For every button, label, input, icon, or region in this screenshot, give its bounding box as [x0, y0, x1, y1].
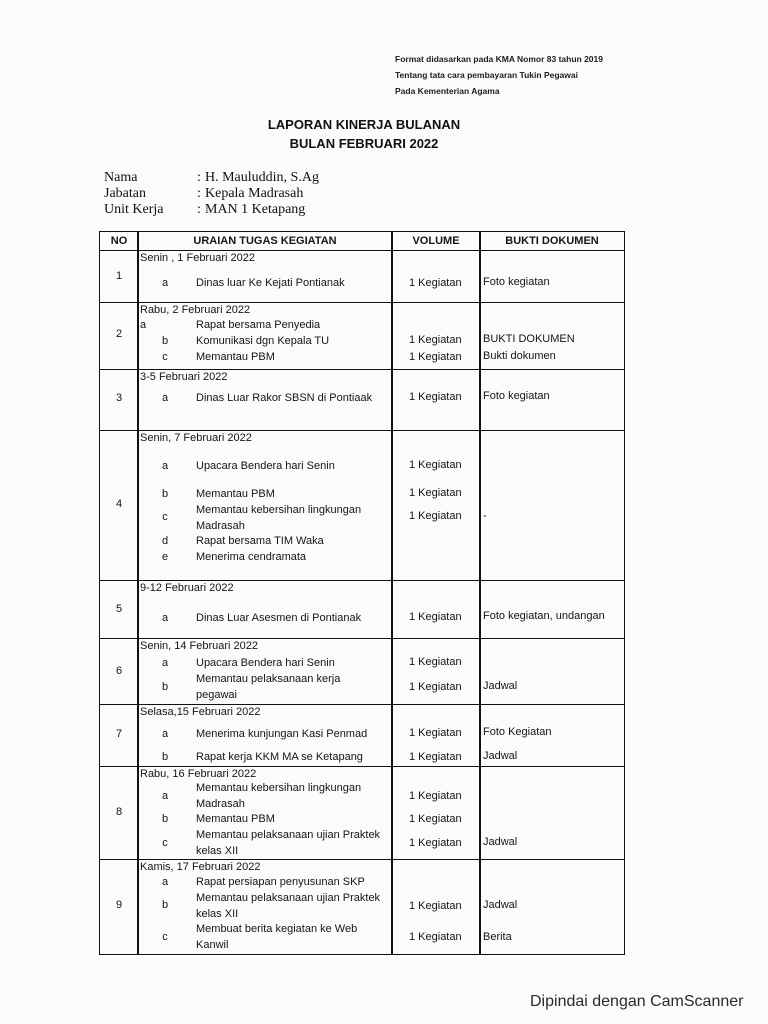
row-number: 2 [115, 328, 123, 340]
task-letter: a [161, 392, 169, 404]
task-volume: 1 Kegiatan [409, 656, 462, 668]
format-note-line: Tentang tata cara pembayaran Tukin Pegawai [395, 70, 578, 80]
row-number: 3 [115, 392, 123, 404]
task-description: Memantau pelaksanaan ujian Praktek kelas XII [196, 829, 381, 857]
task-evidence: Bukti dokumen [483, 350, 556, 362]
task-description: Upacara Bendera hari Senin [196, 460, 335, 472]
task-volume: 1 Kegiatan [409, 487, 462, 499]
activity-date: Senin, 7 Februari 2022 [140, 432, 252, 444]
task-volume: 1 Kegiatan [409, 277, 462, 289]
activity-date: Selasa,15 Februari 2022 [140, 706, 261, 718]
identity-value-nama: H. Mauluddin, S.Ag [205, 170, 319, 185]
task-description: Memantau pelaksanaan ujian Praktek kelas XII [196, 892, 381, 920]
header-uraian: URAIAN TUGAS KEGIATAN [193, 235, 337, 247]
task-description: Dinas luar Ke Kejati Pontianak [196, 277, 345, 289]
identity-label-unit-kerja: Unit Kerja [104, 202, 164, 217]
task-volume: 1 Kegiatan [409, 931, 462, 943]
task-volume: 1 Kegiatan [409, 351, 462, 363]
task-letter: c [162, 837, 168, 849]
task-letter: a [140, 319, 147, 331]
table-header-row [100, 232, 624, 250]
task-description: Memantau kebersihan lingkungan Madrasah [196, 504, 362, 532]
table-row [100, 302, 624, 369]
header-no: NO [110, 235, 128, 247]
task-volume: 1 Kegiatan [409, 727, 462, 739]
task-description: Menerima kunjungan Kasi Penmad [196, 728, 368, 740]
task-description: Komunikasi dgn Kepala TU [196, 335, 330, 347]
task-volume: 1 Kegiatan [409, 334, 462, 346]
task-letter: b [161, 899, 169, 911]
task-letter: a [161, 277, 169, 289]
identity-value-jabatan: Kepala Madrasah [205, 186, 304, 201]
table-row [100, 369, 624, 430]
activity-date: Senin , 1 Februari 2022 [140, 252, 255, 264]
task-description: Memantau PBM [196, 488, 275, 500]
identity-label-nama: Nama [104, 170, 138, 185]
task-volume: 1 Kegiatan [409, 900, 462, 912]
task-letter: d [161, 535, 169, 547]
row-number: 7 [115, 728, 123, 740]
task-volume: 1 Kegiatan [409, 837, 462, 849]
task-description: Memantau pelaksanaan kerja pegawai [196, 673, 341, 701]
task-letter: b [161, 488, 169, 500]
report-title: LAPORAN KINERJA BULANAN [267, 117, 461, 132]
task-evidence: Foto kegiatan [483, 276, 550, 288]
scanner-watermark: Dipindai dengan CamScanner [530, 993, 744, 1010]
task-letter: a [161, 728, 169, 740]
task-description: Rapat bersama Penyedia [196, 319, 321, 331]
table-row [100, 638, 624, 704]
task-description: Dinas Luar Asesmen di Pontianak [196, 612, 362, 624]
activity-date: 9-12 Februari 2022 [140, 582, 234, 594]
identity-separator: : [197, 186, 201, 201]
task-volume: 1 Kegiatan [409, 751, 462, 763]
task-volume: 1 Kegiatan [409, 391, 462, 403]
activity-date: Rabu, 2 Februari 2022 [140, 304, 251, 316]
task-evidence: Foto Kegiatan [483, 726, 552, 738]
task-description: Rapat kerja KKM MA se Ketapang [196, 751, 363, 763]
task-volume: 1 Kegiatan [409, 510, 462, 522]
task-letter: c [162, 931, 168, 943]
activity-date: 3-5 Februari 2022 [140, 371, 228, 383]
identity-separator: : [197, 202, 201, 217]
task-letter: a [161, 790, 169, 802]
row-number: 9 [115, 899, 123, 911]
task-description: Rapat persiapan penyusunan SKP [196, 876, 365, 888]
task-evidence: Foto kegiatan, undangan [483, 610, 605, 622]
task-evidence: Jadwal [483, 750, 518, 762]
task-volume: 1 Kegiatan [409, 813, 462, 825]
format-note-line: Pada Kementerian Agama [395, 86, 500, 96]
task-description: Memantau PBM [196, 351, 275, 363]
task-evidence: - [483, 510, 487, 522]
task-description: Membuat berita kegiatan ke Web Kanwil [196, 923, 358, 951]
identity-separator: : [197, 170, 201, 185]
task-letter: b [161, 681, 169, 693]
activity-table [99, 231, 625, 955]
task-description: Memantau PBM [196, 813, 275, 825]
task-description: Upacara Bendera hari Senin [196, 657, 335, 669]
report-period: BULAN FEBRUARI 2022 [289, 136, 439, 151]
activity-date: Kamis, 17 Februari 2022 [140, 861, 261, 873]
table-row [100, 430, 624, 580]
task-volume: 1 Kegiatan [409, 790, 462, 802]
task-letter: a [161, 657, 169, 669]
task-letter: b [161, 335, 169, 347]
task-letter: b [161, 751, 169, 763]
task-volume: 1 Kegiatan [409, 681, 462, 693]
row-number: 1 [115, 270, 123, 282]
header-bukti: BUKTI DOKUMEN [505, 235, 599, 247]
table-row [100, 859, 624, 954]
task-description: Menerima cendramata [196, 551, 307, 563]
activity-date: Senin, 14 Februari 2022 [140, 640, 259, 652]
task-volume: 1 Kegiatan [409, 611, 462, 623]
task-evidence: BUKTI DOKUMEN [483, 333, 575, 345]
table-row [100, 704, 624, 766]
task-letter: e [161, 551, 169, 563]
task-letter: a [161, 876, 169, 888]
task-description: Memantau kebersihan lingkungan Madrasah [196, 782, 362, 810]
row-number: 4 [115, 498, 123, 510]
row-number: 8 [115, 806, 123, 818]
task-letter: a [161, 612, 169, 624]
task-evidence: Berita [483, 931, 512, 943]
task-evidence: Jadwal [483, 680, 518, 692]
task-letter: c [162, 511, 168, 523]
row-number: 6 [115, 665, 123, 677]
task-description: Rapat bersama TIM Waka [196, 535, 324, 547]
task-evidence: Jadwal [483, 899, 518, 911]
task-evidence: Jadwal [483, 836, 518, 848]
table-row [100, 766, 624, 859]
row-number: 5 [115, 603, 123, 615]
identity-label-jabatan: Jabatan [104, 186, 146, 201]
format-note-line: Format didasarkan pada KMA Nomor 83 tahun 2019 [395, 54, 603, 64]
task-letter: b [161, 813, 169, 825]
task-letter: c [162, 351, 168, 363]
task-description: Dinas Luar Rakor SBSN di Pontiaak [196, 392, 373, 404]
task-evidence: Foto kegiatan [483, 390, 550, 402]
activity-date: Rabu, 16 Februari 2022 [140, 768, 257, 780]
identity-value-unit-kerja: MAN 1 Ketapang [205, 202, 306, 217]
table-row [100, 250, 624, 302]
header-volume: VOLUME [412, 235, 460, 247]
table-row [100, 580, 624, 638]
task-volume: 1 Kegiatan [409, 459, 462, 471]
task-letter: a [161, 460, 169, 472]
